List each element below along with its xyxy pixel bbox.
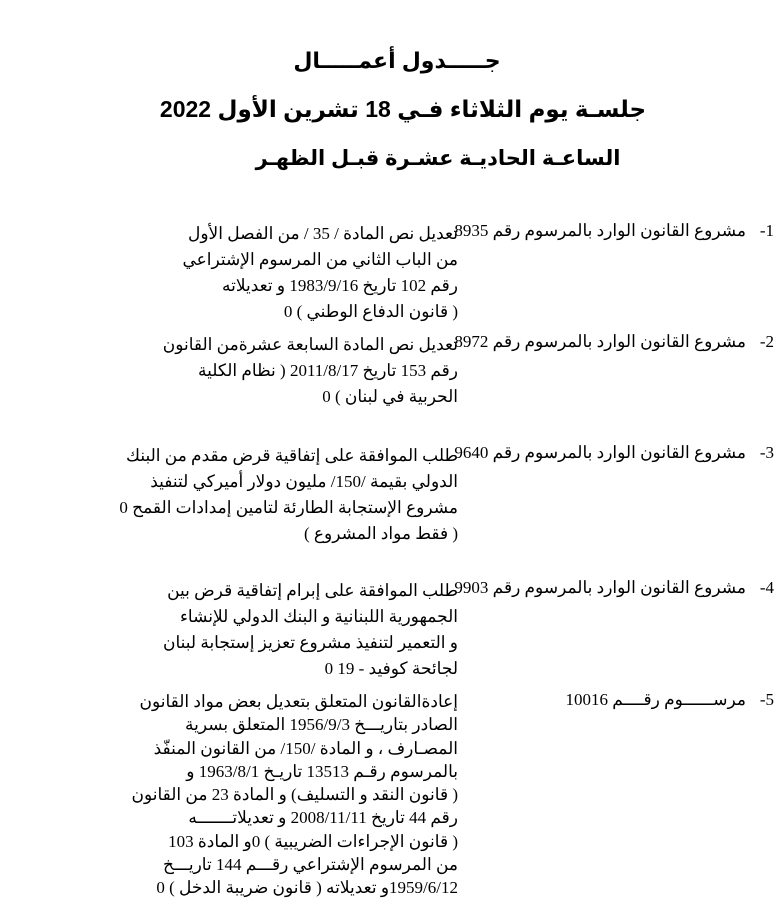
item-number: -2 [759,332,774,351]
description-line: من المرسوم الإشتراعي رقـــم 144 تاريـــخ [162,855,458,875]
item-number: -5 [759,690,774,709]
description-line: رقم 44 تاريخ 2008/11/11 و تعديلاتـــــــه [188,808,458,828]
item-label: مشروع القانون الوارد بالمرسوم رقم 9640 [454,443,746,462]
description-line: الدولي بقيمة /150/ مليون دولار أميركي لتنفيذ [150,472,458,491]
description-line: الحربية في لبنان ) 0 [322,387,458,406]
description-line: لجائحة كوفيد - 19 0 [324,659,458,678]
description-line: ( قانون النقد و التسليف) و المادة 23 من القانون [131,785,458,805]
description-line: رقم 102 تاريخ 1983/9/16 و تعديلاته [222,276,458,295]
item-label: مرســــــوم رقــــم 10016 [565,690,746,709]
description-line: 1959/6/12و تعديلاته ( قانون ضريبة الدخل ) 0 [156,878,458,898]
item-number: -4 [759,578,774,597]
item-description [158,578,458,682]
session-time: الساعـة الحاديـة عشـرة قبـل الظهـر [255,147,621,170]
item-label: مشروع القانون الوارد بالمرسوم رقم 8972 [454,332,746,351]
description-line: ( قانون الإجراءات الضريبية ) 0و المادة 103 [168,831,458,851]
item-label: مشروع القانون الوارد بالمرسوم رقم 9903 [454,578,746,597]
description-line: ( فقط مواد المشروع ) [304,524,458,543]
description-line: و التعمير لتنفيذ مشروع تعزيز إستجابة لبنان [162,633,458,652]
item-number: -3 [759,443,774,462]
item-description [158,221,458,325]
description-line: الصادر بتاريـــخ 1956/9/3 المتعلق بسرية [185,715,458,735]
description-line: المصـارف ، و المادة /150/ من القانون المنفّذ [153,738,458,758]
description-line: طلب الموافقة على إبرام إتفاقية قرض بين [167,581,458,600]
description-line: تعديل نص المادة السابعة عشرةمن القانون [162,335,458,354]
description-line: من الباب الثاني من المرسوم الإشتراعي [182,250,458,269]
description-line: مشروع الإستجابة الطارئة لتامين إمدادات القمح 0 [119,498,458,517]
description-line: إعادةالقانون المتعلق بتعديل بعض مواد القانون [139,692,458,711]
description-line: تعديل نص المادة / 35 / من الفصل الأول [187,224,458,243]
description-line: بالمرسوم رقـم 13513 تاريـخ 1963/8/1 و [186,761,458,781]
description-line: طلب الموافقة على إتفاقية قرض مقدم من البنك [126,446,458,465]
agenda-title: جـــــدول أعمـــــال [293,48,501,73]
description-line: رقم 153 تاريخ 2011/8/17 ( نظام الكلية [197,361,458,380]
item-description [131,690,458,900]
item-label: مشروع القانون الوارد بالمرسوم رقم 8935 [454,221,746,240]
description-line: الجمهورية اللبنانية و البنك الدولي للإنشاء [179,607,458,626]
item-number: -1 [759,221,774,240]
description-line: ( قانون الدفاع الوطني ) 0 [283,302,458,321]
session-date: جلسـة يوم الثلاثاء فـي 18 تشرين الأول 2022 [159,96,647,122]
item-description [158,332,458,410]
item-description [119,443,458,547]
